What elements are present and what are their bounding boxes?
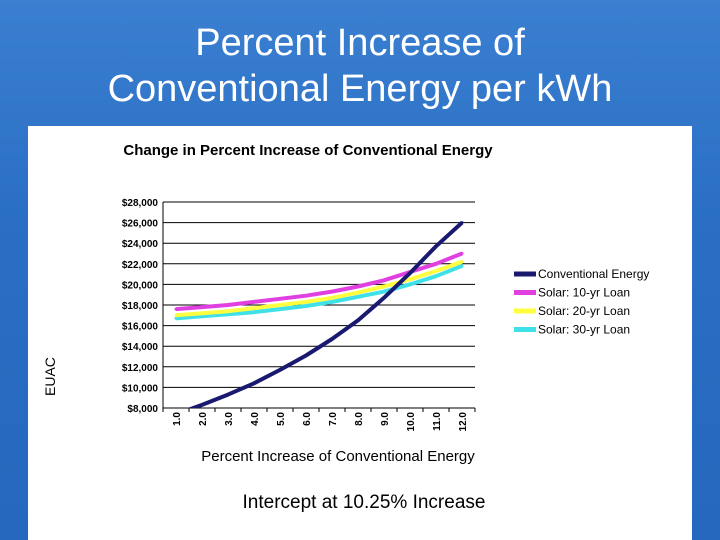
- y-tick-label: $12,000: [121, 362, 158, 374]
- data-point: [409, 283, 412, 286]
- data-point: [383, 296, 386, 299]
- slide-title-line-2: Conventional Energy per kWh: [107, 68, 613, 110]
- data-point: [357, 291, 360, 294]
- data-point: [305, 354, 308, 357]
- data-point: [383, 279, 386, 282]
- legend-label: Solar: 30-yr Loan: [538, 322, 631, 337]
- data-point: [175, 308, 178, 311]
- chart-panel: [28, 126, 692, 540]
- data-point: [253, 307, 256, 310]
- data-point: [461, 260, 464, 263]
- x-tick-label: 3.0: [224, 412, 235, 426]
- x-tick-label: 11.0: [432, 412, 443, 431]
- data-point: [253, 311, 256, 314]
- data-point: [435, 245, 438, 248]
- data-point: [409, 278, 412, 281]
- data-point: [331, 300, 334, 303]
- y-tick-label: $14,000: [121, 342, 158, 354]
- y-tick-label: $24,000: [121, 239, 158, 251]
- x-tick-label: 10.0: [406, 412, 417, 432]
- data-point: [305, 305, 308, 308]
- data-point: [383, 285, 386, 288]
- y-tick-label: $8,000: [127, 404, 158, 415]
- intercept-note: Intercept at 10.25% Increase: [242, 492, 486, 513]
- data-point: [175, 317, 178, 320]
- data-point: [279, 297, 282, 300]
- data-point: [305, 300, 308, 303]
- x-tick-label: 12.0: [458, 412, 469, 432]
- data-point: [201, 306, 204, 309]
- slide-title: [0, 20, 720, 112]
- data-point: [305, 294, 308, 297]
- data-point: [461, 221, 464, 224]
- data-point: [435, 262, 438, 265]
- data-point: [227, 310, 230, 313]
- data-point: [253, 300, 256, 303]
- data-point: [461, 264, 464, 267]
- data-point: [279, 308, 282, 311]
- y-tick-label: $26,000: [121, 218, 158, 230]
- data-point: [357, 295, 360, 298]
- data-point: [383, 290, 386, 293]
- data-point: [227, 393, 230, 396]
- slide-title-line-1: Percent Increase of: [195, 22, 525, 64]
- data-point: [201, 403, 204, 406]
- data-point: [357, 285, 360, 288]
- data-point: [175, 314, 178, 317]
- x-axis-label: Percent Increase of Conventional Energy: [201, 448, 475, 465]
- data-point: [253, 382, 256, 385]
- x-tick-label: 8.0: [354, 412, 365, 426]
- data-point: [331, 296, 334, 299]
- y-axis-label: EUAC: [42, 357, 58, 396]
- data-point: [357, 319, 360, 322]
- data-point: [435, 275, 438, 278]
- y-tick-label: $28,000: [121, 198, 158, 209]
- data-point: [331, 290, 334, 293]
- data-point: [409, 272, 412, 275]
- y-tick-label: $16,000: [121, 321, 158, 333]
- chart-title: Change in Percent Increase of Conventional Energy: [123, 142, 493, 159]
- x-tick-label: 9.0: [380, 412, 391, 426]
- y-tick-label: $20,000: [121, 280, 158, 292]
- data-point: [227, 304, 230, 307]
- x-tick-label: 6.0: [302, 412, 313, 426]
- x-tick-label: 4.0: [250, 412, 261, 426]
- data-point: [201, 312, 204, 315]
- data-point: [279, 368, 282, 371]
- data-point: [435, 270, 438, 273]
- y-tick-label: $22,000: [121, 259, 158, 271]
- x-tick-label: 5.0: [276, 412, 287, 426]
- data-point: [331, 337, 334, 340]
- legend-label: Conventional Energy: [538, 267, 650, 281]
- x-tick-label: 1.0: [172, 412, 183, 426]
- data-point: [461, 252, 464, 255]
- y-tick-label: $18,000: [121, 301, 158, 312]
- legend-label: Solar: 20-yr Loan: [538, 304, 631, 318]
- chart-plot: [28, 126, 692, 446]
- series-line: [176, 223, 462, 415]
- x-tick-label: 2.0: [198, 412, 209, 426]
- x-tick-label: 7.0: [328, 412, 339, 426]
- legend-label: Solar: 10-yr Loan: [538, 285, 631, 300]
- y-tick-label: $10,000: [121, 383, 158, 395]
- data-point: [279, 304, 282, 307]
